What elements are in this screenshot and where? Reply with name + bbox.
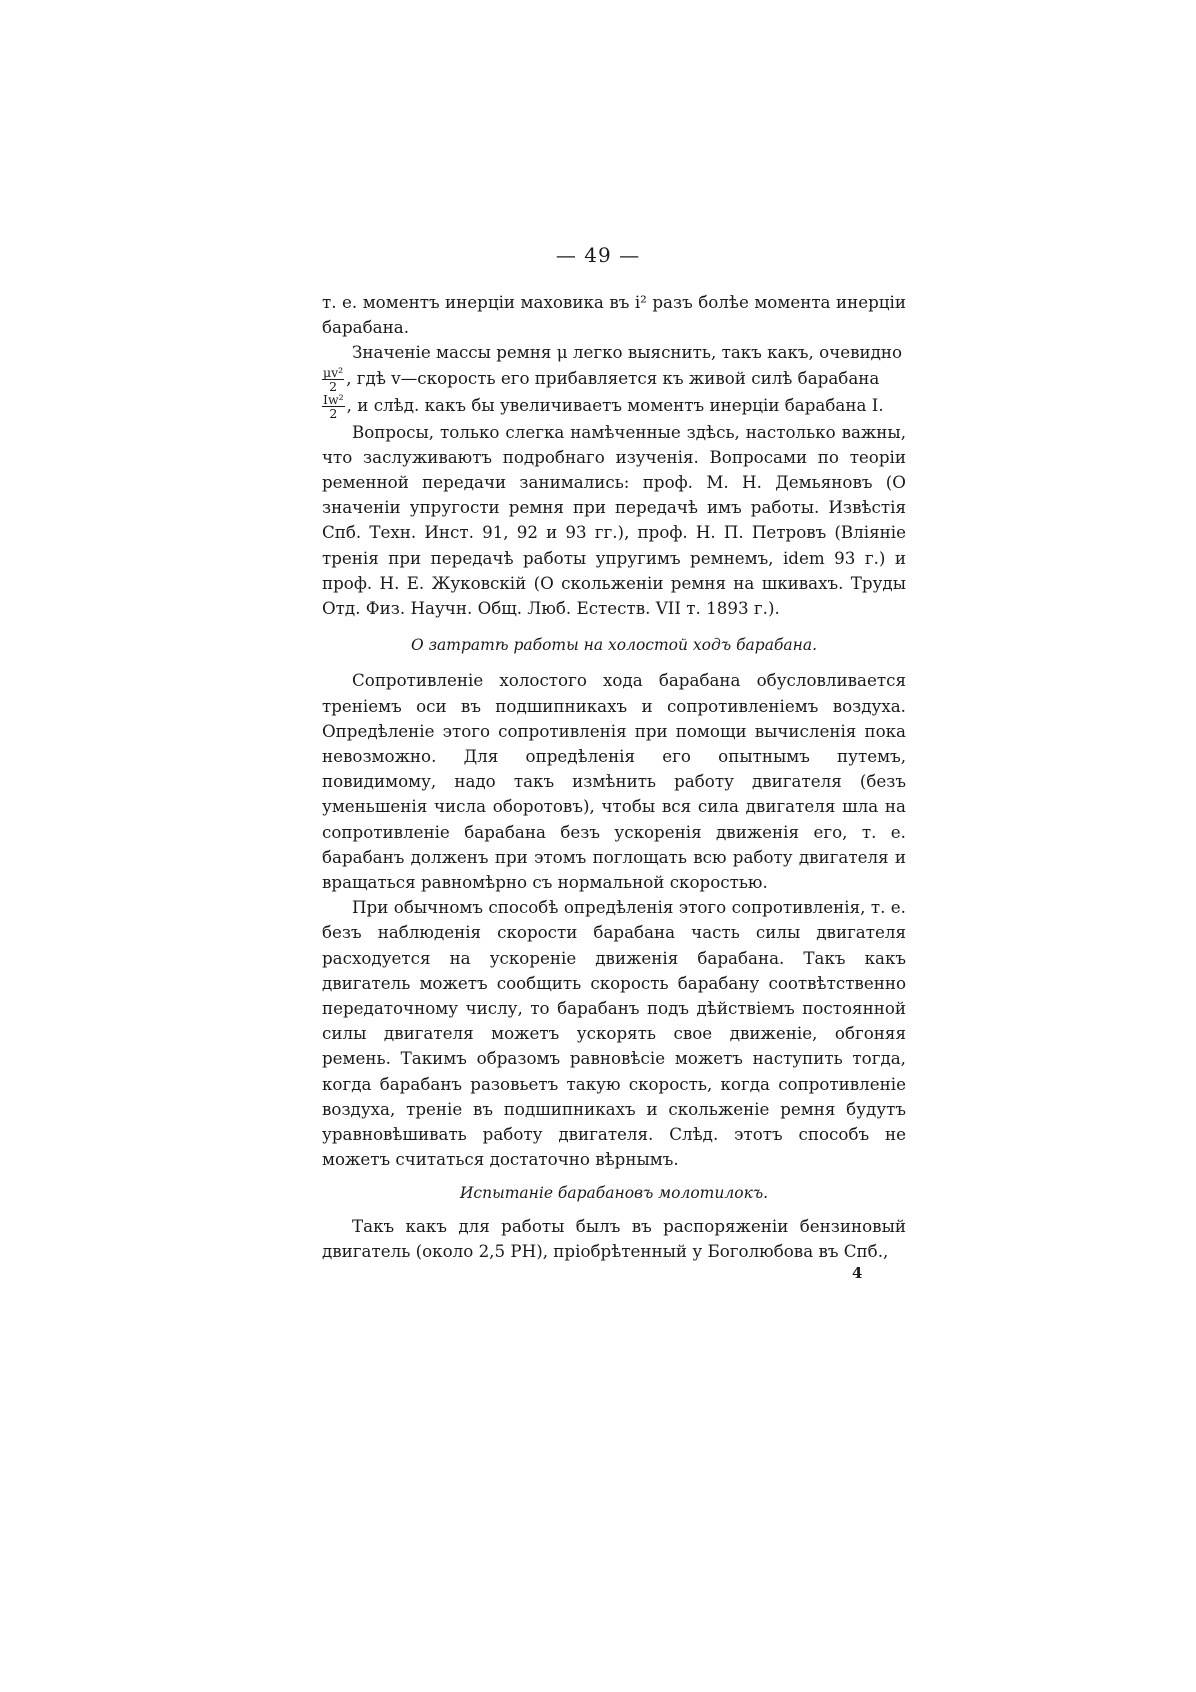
paragraph-1: т. е. моментъ инерцiи маховика въ i² разъ болѣе момента инерцiи барабана. [322, 292, 906, 338]
paragraph-6: Такъ какъ для работы былъ въ распоряженiи бензиновый двигатель (около 2,5 PH), прiобрѣтенный у Боголюбова въ Спб., [322, 1215, 906, 1261]
paragraph-4: Сопротивленiе холостого хода барабана обусловливается тренiемъ оси въ подшипникахъ и сопротивленiемъ воздуха. Опредѣленiе этого сопротивленiя при помощи вычисленiя пока невозможно. Для опредѣленiя его опытнымъ путемъ, повидимому, надо такъ измѣнить работу двигателя (безъ уменьшенiя числа оборотовъ), чтобы вся сила двигателя шла на сопротивленiе барабана безъ ускоренiя движенiя его, т. е. барабанъ долженъ при этомъ поглощать всю работу двигателя и вращаться равномѣрно съ нормальной скоростью. [322, 670, 906, 893]
signature-mark: 4 [852, 1264, 863, 1282]
paragraph-2-formula [322, 366, 906, 393]
section-heading-1: О затратѣ работы на холостой ходъ барабана. [410, 636, 818, 655]
paragraph-2-formula-2 [322, 393, 906, 420]
page-number: — 49 — [555, 243, 641, 267]
paragraph-2-lead: Значенiе массы ремня μ легко выяснить, такъ какъ, очевидно [352, 342, 903, 363]
paragraph-3: Вопросы, только слегка намѣченные здѣсь, настолько важны, что заслуживаютъ подробнаго изученiя. Вопросами по теорiи ременной передачи занимались: проф. М. Н. Демьяновъ (О значенiи упругости ремня при передачѣ имъ работы. Извѣстiя Спб. Техн. Инст. 91, 92 и 93 гг.), проф. Н. П. Петровъ (Влiянiе тренiя при передачѣ работы упругимъ ремнемъ, idem 93 г.) и проф. Н. Е. Жуковскiй (О скольженiи ремня на шкивахъ. Труды Отд. Физ. Научн. Общ. Люб. Естеств. VII т. 1893 г.). [322, 421, 906, 619]
fraction-i-w-squared: $\frac{\text{Iw²}}{2}$ [323, 391, 344, 421]
paragraph-2-tail: , и слѣд. какъ бы увеличиваетъ моментъ инерцiи барабана I. [346, 394, 884, 415]
paragraph-2-mid: , гдѣ v—скорость его прибавляется къ живой силѣ барабана [346, 367, 880, 388]
section-heading-2: Испытанiе барабановъ молотилокъ. [459, 1183, 769, 1202]
fraction-mu-v-squared: $\frac{\text{μv²}}{2}$ [323, 364, 344, 394]
text-body [322, 290, 906, 1264]
paragraph-5: При обычномъ способѣ опредѣленiя этого сопротивленiя, т. е. безъ наблюденiя скорости барабана часть силы двигателя расходуется на ускоренiе движенiя барабана. Такъ какъ двигатель можетъ сообщить скорость барабану соотвѣтственно передаточному числу, то барабанъ подъ дѣйствiемъ постоянной силы двигателя можетъ ускорять свое движенiе, обгоняя ремень. Такимъ образомъ равновѣсiе можетъ наступить тогда, когда барабанъ разовьетъ такую скорость, когда сопротивленiе воздуха, тренiе въ подшипникахъ и скольженiе ремня будутъ уравновѣшивать работу двигателя. Слѣд. этотъ способъ не можетъ считаться достаточно вѣрнымъ. [322, 897, 906, 1170]
